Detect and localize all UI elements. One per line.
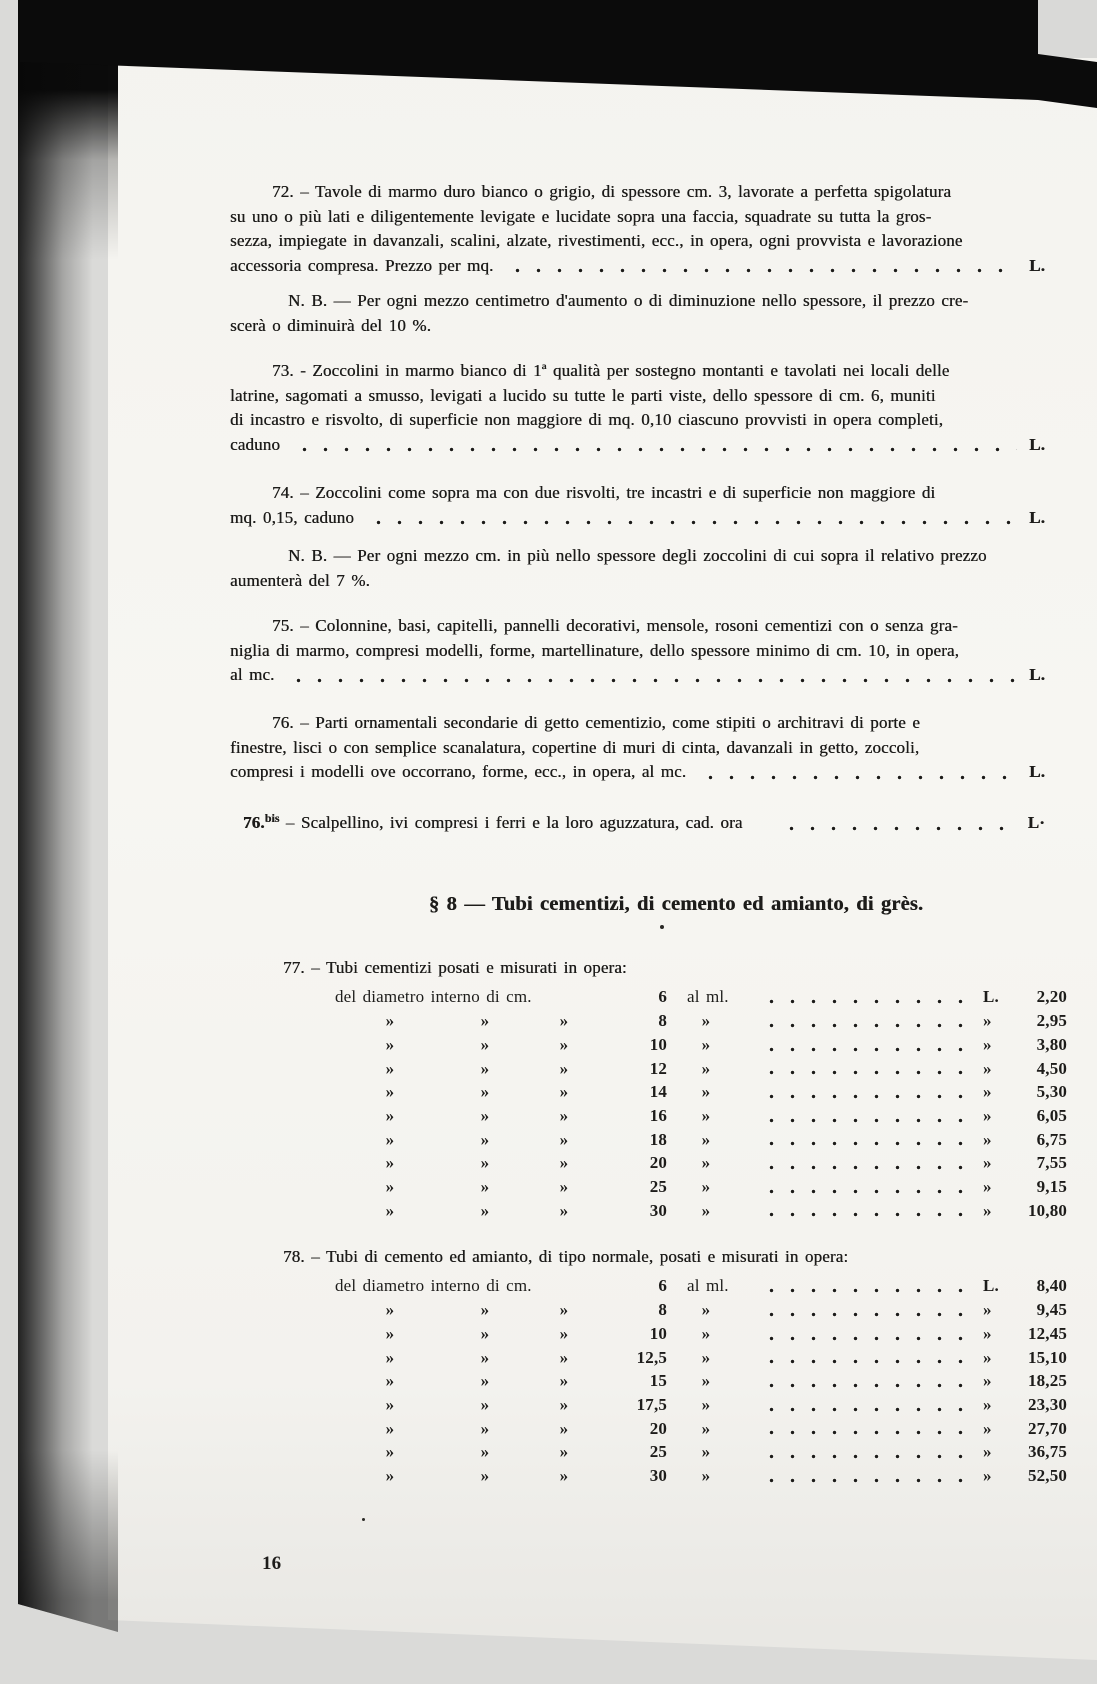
- dot-leader: [757, 1407, 979, 1412]
- ditto-mark: »: [701, 1323, 711, 1343]
- ditto-mark: »: [559, 1105, 569, 1125]
- dot-leader: [757, 1070, 979, 1075]
- diameter-value: 6: [658, 1276, 667, 1296]
- ditto-mark: »: [385, 1058, 395, 1078]
- price-value: 18,25: [1028, 1371, 1067, 1391]
- text-line: di incastro e risvolto, di superficie non maggiore di mq. 0,10 ciascuno provvisti in opera completi,: [230, 410, 944, 429]
- ditto-marks: [335, 1298, 605, 1322]
- pipe-size-row: [335, 1393, 1067, 1417]
- price-value: 2,20: [1036, 987, 1067, 1007]
- dot-leader: [757, 1478, 979, 1483]
- ditto-mark: »: [559, 1394, 569, 1414]
- dot-leader: [284, 678, 1017, 683]
- text-line: scerà o diminuirà del 10 %.: [230, 315, 431, 335]
- text-line: niglia di marmo, compresi modelli, forme, martellinature, dello spessore minimo di cm. 10, in opera,: [230, 640, 959, 660]
- ditto-mark: »: [701, 1465, 711, 1485]
- pipe-size-row: [335, 1298, 1067, 1322]
- ditto-marks: [335, 1417, 605, 1441]
- ditto-mark: »: [385, 1129, 395, 1149]
- diameter-value: 18: [649, 1129, 667, 1149]
- ditto-mark: »: [480, 1442, 490, 1462]
- price-value: 6,75: [1036, 1129, 1067, 1149]
- dot-leader: [757, 1165, 979, 1170]
- text-line: su uno o più lati e diligentemente levigate e lucidate sopra una faccia, squadrate su tutta la gros-: [230, 206, 932, 226]
- diameter-value: 8: [658, 1011, 667, 1031]
- pipe-size-row: [335, 1275, 1067, 1299]
- dot-leader: [757, 1189, 979, 1194]
- ditto-mark: »: [983, 1394, 992, 1414]
- pipe-size-row: [335, 1057, 1067, 1081]
- unit-label: al ml.: [687, 1276, 729, 1296]
- text-line: al mc.: [230, 665, 275, 684]
- item-72: [230, 180, 1045, 278]
- dot-leader: [757, 1212, 979, 1217]
- price-value: 6,05: [1036, 1105, 1067, 1125]
- ditto-mark: »: [701, 1082, 711, 1102]
- ditto-marks: [335, 1080, 605, 1104]
- section-header: § 8 — Tubi cementizi, di cemento ed amianto, di grès.: [428, 893, 924, 915]
- item-76: [230, 711, 1045, 785]
- currency-label: L.: [983, 1276, 999, 1296]
- item-74: [230, 481, 1045, 530]
- ditto-mark: »: [559, 1034, 569, 1054]
- pipe-size-rows: [230, 1009, 1067, 1222]
- dot-leader: [364, 520, 1017, 525]
- text-line: 73. - Zoccolini in marmo bianco di 1ª qualità per sostegno montanti e tavolati nei locali delle: [272, 361, 950, 380]
- page-content: [230, 0, 1075, 1684]
- ditto-mark: »: [983, 1465, 992, 1485]
- ditto-mark: »: [385, 1200, 395, 1220]
- ditto-marks: [335, 1322, 605, 1346]
- text-line: aumenterà del 7 %.: [230, 570, 370, 590]
- ditto-mark: »: [385, 1323, 395, 1343]
- pipe-size-row: [335, 986, 1067, 1010]
- ditto-marks: [335, 1369, 605, 1393]
- price-value: 12,45: [1028, 1323, 1067, 1343]
- price-value: 9,45: [1036, 1300, 1067, 1320]
- pipe-size-row: [335, 1346, 1067, 1370]
- ditto-marks: [335, 1104, 605, 1128]
- ditto-mark: »: [559, 1323, 569, 1343]
- ditto-marks: [335, 1057, 605, 1081]
- table-heading: 78. – Tubi di cemento ed amianto, di tipo normale, posati e misurati in opera:: [283, 1247, 849, 1266]
- ditto-marks: [335, 1151, 605, 1175]
- row-label: del diametro interno di cm.: [335, 1276, 532, 1296]
- ditto-mark: »: [559, 1200, 569, 1220]
- dot-leader: [757, 1023, 979, 1028]
- dot-leader: [757, 1359, 979, 1364]
- ditto-mark: »: [701, 1371, 711, 1391]
- ditto-mark: »: [701, 1153, 711, 1173]
- diameter-value: 16: [649, 1105, 667, 1125]
- price-value: 27,70: [1028, 1418, 1067, 1438]
- ditto-mark: »: [385, 1418, 395, 1438]
- ink-speck: [362, 1518, 365, 1521]
- ditto-mark: »: [559, 1465, 569, 1485]
- ditto-mark: »: [559, 1176, 569, 1196]
- currency-label: L.: [983, 987, 999, 1007]
- ditto-marks: [335, 1009, 605, 1033]
- ditto-mark: »: [701, 1034, 711, 1054]
- pipe-size-row: [335, 1009, 1067, 1033]
- item-73: [230, 359, 1045, 457]
- item-76-bis: [230, 806, 1045, 836]
- ink-speck: [660, 925, 664, 929]
- text-line: accessoria compresa. Prezzo per mq.: [230, 255, 494, 275]
- pipe-size-row: [335, 1417, 1067, 1441]
- price-value: 23,30: [1028, 1394, 1067, 1414]
- item-75: [230, 614, 1045, 688]
- item-78: [230, 1245, 1067, 1488]
- ditto-mark: »: [983, 1034, 992, 1054]
- dot-leader: [757, 1141, 979, 1146]
- ditto-mark: »: [480, 1034, 490, 1054]
- text-line: N. B. — Per ogni mezzo cm. in più nello spessore degli zoccolini di cui sopra il relativo prezzo: [288, 546, 987, 565]
- price-value: 5,30: [1036, 1082, 1067, 1102]
- ditto-mark: »: [385, 1300, 395, 1320]
- diameter-value: 20: [649, 1418, 667, 1438]
- ditto-marks: [335, 1128, 605, 1152]
- dot-leader: [290, 447, 1017, 452]
- price-value: 36,75: [1028, 1442, 1067, 1462]
- dot-leader: [757, 1336, 979, 1341]
- pipe-size-row: [335, 1151, 1067, 1175]
- diameter-value: 30: [649, 1200, 667, 1220]
- ditto-mark: »: [480, 1011, 490, 1031]
- price-value: 2,95: [1036, 1011, 1067, 1031]
- ditto-mark: »: [983, 1371, 992, 1391]
- item-number: 76.: [243, 813, 265, 832]
- bis-superscript: bis: [264, 811, 280, 825]
- page-number: 16: [262, 1553, 282, 1574]
- diameter-value: 6: [658, 987, 667, 1007]
- ditto-mark: »: [701, 1058, 711, 1078]
- ditto-mark: »: [983, 1105, 992, 1125]
- ditto-mark: »: [701, 1442, 711, 1462]
- price-value: 9,15: [1036, 1176, 1067, 1196]
- ditto-mark: »: [983, 1011, 992, 1031]
- ditto-mark: »: [480, 1129, 490, 1149]
- pipe-size-row: [335, 1175, 1067, 1199]
- ditto-mark: »: [559, 1300, 569, 1320]
- ditto-mark: »: [983, 1129, 992, 1149]
- nota-bene-2: [230, 544, 1045, 593]
- pipe-size-row: [335, 1199, 1067, 1223]
- price-value: 10,80: [1028, 1200, 1067, 1220]
- ditto-mark: »: [983, 1418, 992, 1438]
- currency-label: L.: [1029, 434, 1045, 454]
- dot-leader: [757, 1047, 979, 1052]
- dot-leader: [757, 1454, 979, 1459]
- ditto-mark: »: [701, 1011, 711, 1031]
- text-line: caduno: [230, 434, 280, 454]
- ditto-mark: »: [480, 1418, 490, 1438]
- item-text: – Scalpellino, ivi compresi i ferri e la loro aguzzatura, cad. ora: [279, 813, 743, 832]
- diameter-value: 17,5: [636, 1394, 667, 1414]
- ditto-mark: »: [385, 1394, 395, 1414]
- price-value: 15,10: [1028, 1347, 1067, 1367]
- diameter-value: 8: [658, 1300, 667, 1320]
- ditto-mark: »: [480, 1058, 490, 1078]
- diameter-value: 12,5: [636, 1347, 667, 1367]
- pipe-size-row: [335, 1033, 1067, 1057]
- dot-leader: [696, 775, 1017, 780]
- ditto-mark: »: [385, 1105, 395, 1125]
- ditto-marks: [335, 1346, 605, 1370]
- diameter-value: 15: [649, 1371, 667, 1391]
- diameter-value: 10: [649, 1323, 667, 1343]
- ditto-mark: »: [480, 1082, 490, 1102]
- ditto-mark: »: [559, 1058, 569, 1078]
- diameter-value: 12: [649, 1058, 667, 1078]
- ditto-mark: »: [559, 1418, 569, 1438]
- text-line: N. B. — Per ogni mezzo centimetro d'aumento o di diminuzione nello spessore, il prezzo cre-: [288, 291, 969, 310]
- price-value: 3,80: [1036, 1034, 1067, 1054]
- diameter-value: 30: [649, 1465, 667, 1485]
- pipe-size-row: [335, 1080, 1067, 1104]
- price-line: [230, 663, 1045, 688]
- diameter-value: 10: [649, 1034, 667, 1054]
- currency-label: L·: [1027, 813, 1045, 832]
- ditto-mark: »: [385, 1347, 395, 1367]
- ditto-mark: »: [385, 1442, 395, 1462]
- price-line: [230, 760, 1045, 785]
- ditto-mark: »: [385, 1011, 395, 1031]
- text-line: 72. – Tavole di marmo duro bianco o grigio, di spessore cm. 3, lavorate a perfetta spigolatura: [272, 182, 952, 201]
- ditto-mark: »: [701, 1347, 711, 1367]
- dot-leader: [777, 826, 1009, 831]
- currency-label: L.: [1029, 665, 1045, 684]
- dot-leader: [757, 1383, 979, 1388]
- ditto-mark: »: [480, 1323, 490, 1343]
- ditto-marks: [335, 1440, 605, 1464]
- diameter-value: 25: [649, 1442, 667, 1462]
- ditto-mark: »: [983, 1300, 992, 1320]
- ditto-mark: »: [559, 1011, 569, 1031]
- ditto-mark: »: [385, 1176, 395, 1196]
- ditto-marks: [335, 1175, 605, 1199]
- ditto-marks: [335, 1033, 605, 1057]
- ditto-marks: [335, 1393, 605, 1417]
- price-value: 7,55: [1036, 1153, 1067, 1173]
- dot-leader: [757, 1312, 979, 1317]
- ditto-marks: [335, 1199, 605, 1223]
- ditto-mark: »: [983, 1442, 992, 1462]
- ditto-mark: »: [983, 1153, 992, 1173]
- text-line: 76. – Parti ornamentali secondarie di getto cementizio, come stipiti o architravi di porte e: [272, 713, 920, 732]
- text-line: 75. – Colonnine, basi, capitelli, pannelli decorativi, mensole, rosoni cementizi con o senza gra-: [272, 616, 958, 635]
- ditto-mark: »: [480, 1465, 490, 1485]
- ditto-mark: »: [559, 1153, 569, 1173]
- dot-leader: [757, 999, 979, 1004]
- text-line: latrine, sagomati a smusso, levigati a lucido su tutte le parti viste, dello spessore di cm. 6, muniti: [230, 385, 936, 405]
- text-line: sezza, impiegate in davanzali, scalini, alzate, rivestimenti, ecc., in opera, ogni provvista e lavorazione: [230, 231, 963, 250]
- ditto-mark: »: [559, 1082, 569, 1102]
- ditto-mark: »: [385, 1153, 395, 1173]
- text-line: compresi i modelli ove occorrano, forme, ecc., in opera, al mc.: [230, 762, 687, 781]
- book-page-edges: [18, 0, 118, 1684]
- dot-leader: [503, 268, 1017, 273]
- ditto-mark: »: [983, 1200, 992, 1220]
- price-line: [230, 506, 1045, 531]
- item-77: [230, 956, 1067, 1222]
- ditto-mark: »: [480, 1200, 490, 1220]
- unit-label: al ml.: [687, 987, 729, 1007]
- ditto-mark: »: [701, 1129, 711, 1149]
- pipe-size-row: [335, 1440, 1067, 1464]
- currency-label: L.: [1029, 507, 1045, 527]
- ditto-mark: »: [701, 1300, 711, 1320]
- currency-label: L.: [1029, 762, 1045, 781]
- ditto-mark: »: [559, 1442, 569, 1462]
- ditto-mark: »: [983, 1058, 992, 1078]
- price-value: 8,40: [1036, 1276, 1067, 1296]
- text-line: 74. – Zoccolini come sopra ma con due risvolti, tre incastri e di superficie non maggiore di: [272, 483, 936, 502]
- ditto-mark: »: [559, 1129, 569, 1149]
- currency-label: L.: [1029, 255, 1045, 275]
- pipe-size-row: [335, 1128, 1067, 1152]
- ditto-mark: »: [385, 1465, 395, 1485]
- row-label: del diametro interno di cm.: [335, 987, 532, 1007]
- ditto-mark: »: [559, 1371, 569, 1391]
- ditto-mark: »: [701, 1176, 711, 1196]
- dot-leader: [757, 1288, 979, 1293]
- ditto-mark: »: [983, 1176, 992, 1196]
- ditto-mark: »: [701, 1105, 711, 1125]
- ditto-mark: »: [480, 1371, 490, 1391]
- diameter-value: 14: [649, 1082, 667, 1102]
- ditto-mark: »: [480, 1300, 490, 1320]
- pipe-size-row: [335, 1464, 1067, 1488]
- ditto-mark: »: [480, 1176, 490, 1196]
- price-value: 52,50: [1028, 1465, 1067, 1485]
- text-line: [230, 806, 743, 836]
- ditto-marks: [335, 1464, 605, 1488]
- ditto-mark: »: [480, 1394, 490, 1414]
- text-line: finestre, lisci o con semplice scanalatura, copertine di muri di cinta, davanzali in getto, zoccoli,: [230, 737, 920, 757]
- table-heading: 77. – Tubi cementizi posati e misurati in opera:: [283, 958, 627, 977]
- dot-leader: [757, 1430, 979, 1435]
- pipe-size-row: [335, 1369, 1067, 1393]
- ditto-mark: »: [480, 1347, 490, 1367]
- ditto-mark: »: [385, 1082, 395, 1102]
- price-line: [230, 254, 1045, 279]
- ditto-mark: »: [701, 1418, 711, 1438]
- ditto-mark: »: [385, 1034, 395, 1054]
- diameter-value: 20: [649, 1153, 667, 1173]
- ditto-mark: »: [701, 1200, 711, 1220]
- dot-leader: [757, 1118, 979, 1123]
- ditto-mark: »: [480, 1153, 490, 1173]
- ditto-mark: »: [559, 1347, 569, 1367]
- price-line: [230, 433, 1045, 458]
- ditto-mark: »: [385, 1371, 395, 1391]
- pipe-size-row: [335, 1322, 1067, 1346]
- diameter-value: 25: [649, 1176, 667, 1196]
- ditto-mark: »: [983, 1082, 992, 1102]
- dot-leader: [757, 1094, 979, 1099]
- pipe-size-row: [335, 1104, 1067, 1128]
- ditto-mark: »: [701, 1394, 711, 1414]
- ditto-mark: »: [480, 1105, 490, 1125]
- nota-bene-1: [230, 289, 1045, 338]
- pipe-size-rows: [230, 1298, 1067, 1488]
- ditto-mark: »: [983, 1347, 992, 1367]
- text-line: mq. 0,15, caduno: [230, 507, 354, 527]
- price-line: [230, 806, 1045, 836]
- price-value: 4,50: [1036, 1058, 1067, 1078]
- ditto-mark: »: [983, 1323, 992, 1343]
